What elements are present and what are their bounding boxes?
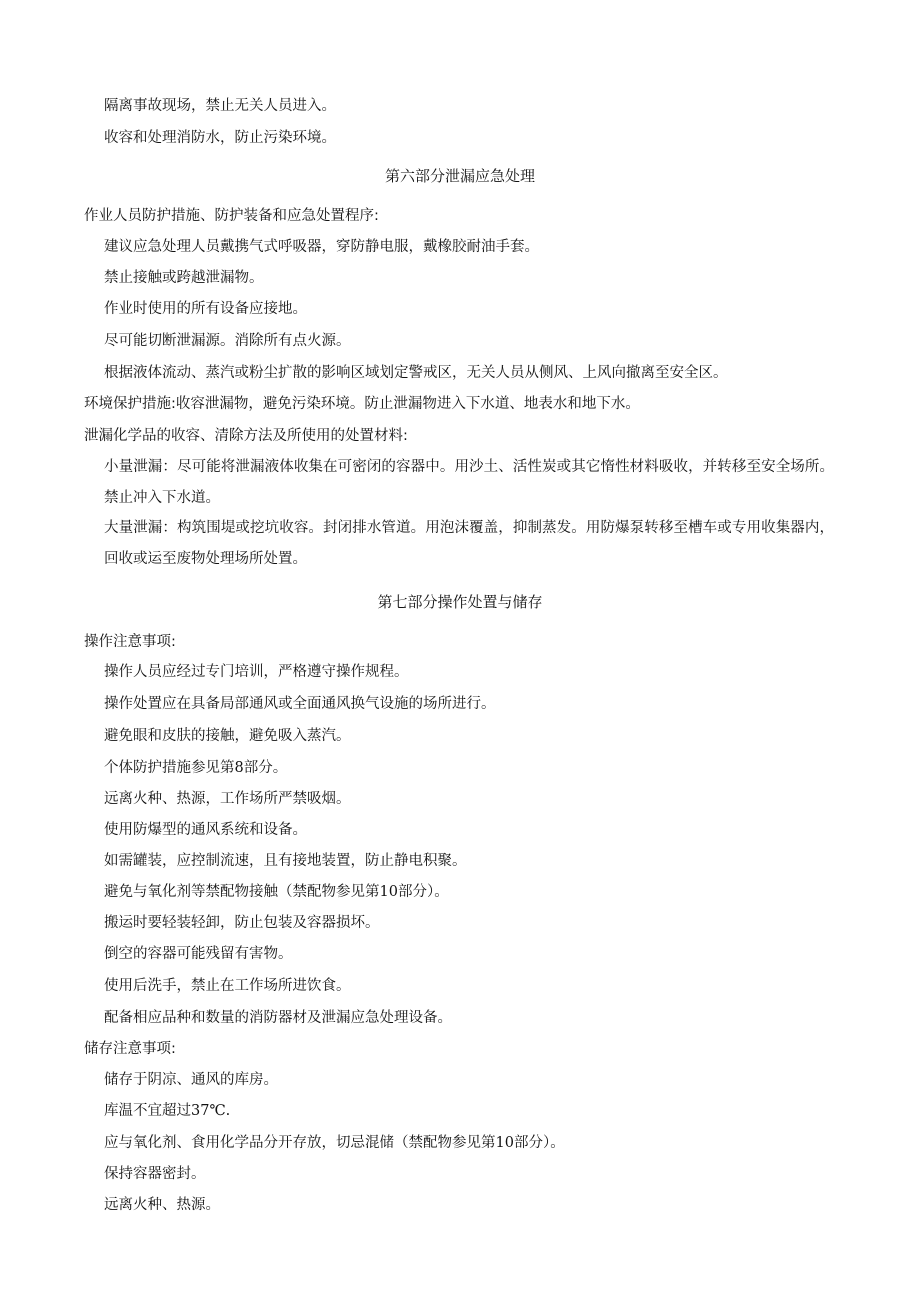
list-item: 使用防爆型的通风系统和设备。 <box>104 822 307 838</box>
list-item: 避免眼和皮肤的接触，避免吸入蒸汽。 <box>104 728 351 744</box>
list-item: 储存于阴凉、通风的库房。 <box>104 1072 278 1088</box>
list-item: 个体防护措施参见第8部分。 <box>104 760 288 776</box>
list-item: 远离火种、热源，工作场所严禁吸烟。 <box>104 791 351 807</box>
protect-heading: 作业人员防护措施、防护装备和应急处置程序: <box>84 208 379 224</box>
section-6-title: 第六部分泄漏应急处理 <box>384 167 535 185</box>
list-item: 如需罐装，应控制流速，且有接地装置，防止静电积聚。 <box>104 853 467 869</box>
handling-heading: 操作注意事项: <box>84 634 176 650</box>
list-item: 操作处置应在具备局部通风或全面通风换气设施的场所进行。 <box>104 696 496 712</box>
list-item: 远离火种、热源。 <box>104 1197 220 1213</box>
list-item: 作业时使用的所有设备应接地。 <box>104 301 307 317</box>
list-item: 搬运时要轻装轻卸，防止包装及容器损坏。 <box>104 915 380 931</box>
list-item: 使用后洗手，禁止在工作场所进饮食。 <box>104 978 351 994</box>
list-item: 应与氧化剂、食用化学品分开存放，切忌混储（禁配物参见第10部分）。 <box>104 1135 565 1151</box>
list-item: 倒空的容器可能残留有害物。 <box>104 946 293 962</box>
list-item: 禁止接触或跨越泄漏物。 <box>104 270 264 286</box>
text-line: 隔离事故现场，禁止无关人员进入。 <box>104 98 336 114</box>
list-item: 操作人员应经过专门培训，严格遵守操作规程。 <box>104 664 409 680</box>
list-item: 避免与氧化剂等禁配物接触（禁配物参见第10部分）。 <box>104 884 449 900</box>
section-7-title: 第七部分操作处置与储存 <box>377 593 543 611</box>
large-spill-paragraph: 大量泄漏：构筑围堤或挖坑收容。封闭排水管道。用泡沫覆盖，抑制蒸发。用防爆泵转移至槽车或专用收集器内，回收或运至废物处理场所处置。 <box>104 520 834 567</box>
list-item: 建议应急处理人员戴携气式呼吸器，穿防静电服，戴橡胶耐油手套。 <box>104 239 539 255</box>
cleanup-heading: 泄漏化学品的收容、清除方法及所使用的处置材料: <box>84 428 408 444</box>
env-protection <box>84 394 640 414</box>
storage-heading: 储存注意事项: <box>84 1041 176 1057</box>
list-item: 根据液体流动、蒸汽或粉尘扩散的影响区域划定警戒区，无关人员从侧风、上风向撤离至安全区。 <box>104 365 728 381</box>
env-heading: 环境保护措施: <box>84 396 176 412</box>
list-item: 尽可能切断泄漏源。消除所有点火源。 <box>104 333 351 349</box>
text-line: 收容和处理消防水，防止污染环境。 <box>104 130 336 146</box>
env-text: 收容泄漏物，避免污染环境。防止泄漏物进入下水道、地表水和地下水。 <box>175 396 640 412</box>
list-item: 配备相应品种和数量的消防器材及泄漏应急处理设备。 <box>104 1010 452 1026</box>
small-spill-paragraph: 小量泄漏：尽可能将泄漏液体收集在可密闭的容器中。用沙土、活性炭或其它惰性材料吸收，并转移至安全场所。禁止冲入下水道。 <box>104 459 834 506</box>
list-item: 库温不宜超过37℃. <box>104 1103 231 1119</box>
list-item: 保持容器密封。 <box>104 1166 206 1182</box>
